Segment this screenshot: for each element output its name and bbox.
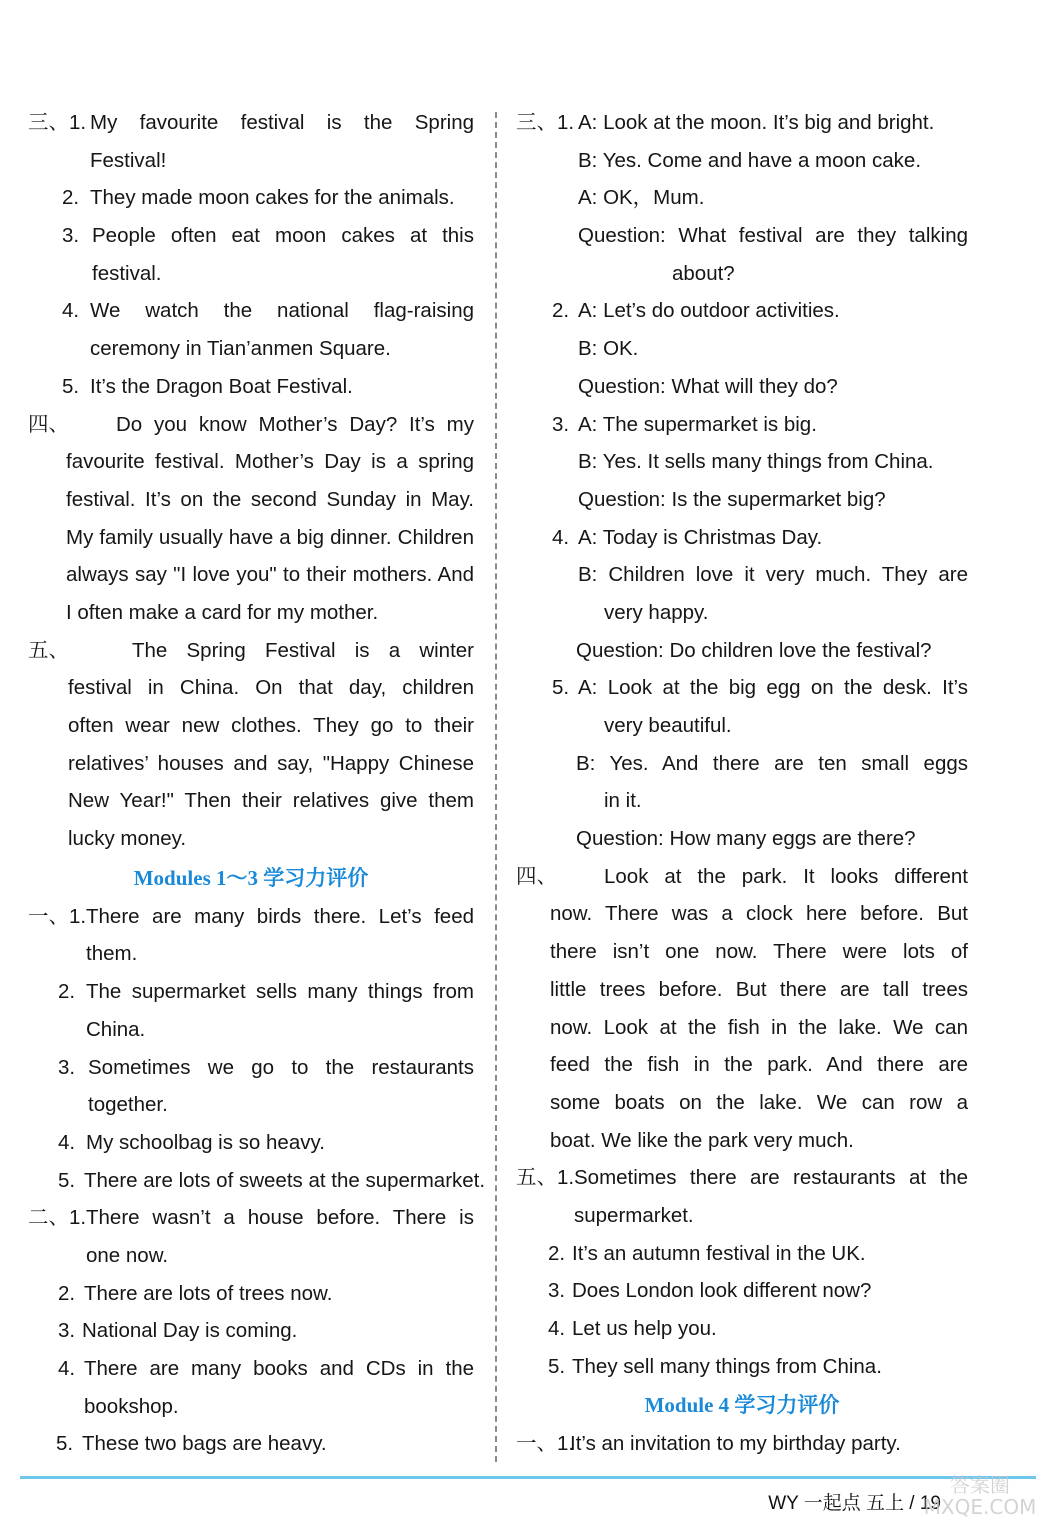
answer-line: them. <box>86 942 138 966</box>
answer-item <box>28 1124 474 1162</box>
answer-item <box>28 1199 474 1274</box>
answer-item <box>28 632 474 858</box>
answer-line: Question: Is the supermarket big? <box>578 487 886 511</box>
answer-line: These two bags are heavy. <box>82 1432 327 1456</box>
answer-line: festival in China. On that day, children <box>68 676 474 700</box>
answer-line: favourite festival. Mother’s Day is a spring <box>66 450 474 474</box>
section-heading: Module 4 学习力评价 <box>644 1393 840 1418</box>
answer-line: National Day is coming. <box>82 1319 298 1343</box>
answer-item <box>28 1049 474 1124</box>
answer-line: Sometimes there are restaurants at the <box>574 1166 968 1190</box>
answer-line: The Spring Festival is a winter <box>132 638 474 662</box>
answer-item <box>516 1272 968 1310</box>
item-number: 一、1. <box>28 904 87 928</box>
item-number: 3. <box>552 412 570 436</box>
answer-line: People often eat moon cakes at this <box>92 224 474 248</box>
watermark-logo <box>920 1474 1040 1526</box>
answer-item <box>28 1312 474 1350</box>
answer-line: Festival! <box>90 148 167 172</box>
answer-line: My family usually have a big dinner. Children <box>66 525 474 549</box>
answer-line: B: Children love it very much. They are <box>578 563 968 587</box>
answer-line: It’s the Dragon Boat Festival. <box>90 374 353 398</box>
answer-line: festival. <box>92 261 162 285</box>
answer-line: festival. It’s on the second Sunday in May. <box>66 487 474 511</box>
item-number: 五、 <box>28 638 69 662</box>
answer-item <box>516 292 968 405</box>
item-number: 二、1. <box>28 1206 87 1230</box>
item-number: 5. <box>552 676 570 700</box>
item-number: 2. <box>62 186 80 210</box>
item-number: 3. <box>58 1319 76 1343</box>
answer-line: We watch the national flag-raising <box>90 299 474 323</box>
answer-item <box>516 858 968 1160</box>
answer-line: Question: Do children love the festival? <box>576 638 932 662</box>
answer-line: now. Look at the fish in the lake. We can <box>550 1015 968 1039</box>
item-number: 5. <box>62 374 80 398</box>
item-number: 四、 <box>28 412 69 436</box>
item-number: 3. <box>58 1055 76 1079</box>
answer-line: always say "I love you" to their mothers. And <box>66 563 474 587</box>
item-number: 三、1. <box>28 111 87 134</box>
item-number: 4. <box>548 1317 566 1340</box>
answer-line: bookshop. <box>84 1394 179 1418</box>
answer-line: The supermarket sells many things from <box>86 980 474 1004</box>
answer-item <box>28 406 474 632</box>
answer-line: about? <box>672 261 735 285</box>
answer-line: B: Yes. Come and have a moon cake. <box>578 148 922 172</box>
answer-item <box>28 1162 486 1200</box>
answer-item <box>516 1235 968 1273</box>
item-number: 4. <box>58 1357 76 1380</box>
watermark-text: 答案圈 <box>950 1473 1010 1497</box>
answer-line: It’s an autumn festival in the UK. <box>572 1241 866 1265</box>
answer-line: ceremony in Tian’anmen Square. <box>90 337 391 361</box>
answer-item <box>28 1350 474 1425</box>
answer-item <box>28 104 474 179</box>
item-number: 2. <box>58 1281 76 1305</box>
answer-item <box>516 406 968 519</box>
item-number: 五、1. <box>516 1166 575 1190</box>
answer-line: little trees before. But there are tall trees <box>550 977 968 1001</box>
item-number: 5. <box>58 1168 76 1192</box>
answer-item <box>28 1425 474 1463</box>
answer-line: very beautiful. <box>604 714 732 737</box>
answer-line: relatives’ houses and say, "Happy Chinese <box>68 751 474 775</box>
answer-item <box>28 973 474 1048</box>
answer-item <box>516 1310 968 1348</box>
answer-line: A: Let’s do outdoor activities. <box>578 299 840 323</box>
answer-item <box>516 1159 968 1234</box>
answer-line: Question: What festival are they talking <box>578 224 968 248</box>
answer-line: A: The supermarket is big. <box>578 412 817 436</box>
item-number: 三、1. <box>516 111 575 134</box>
right-column <box>516 104 968 1463</box>
column-divider <box>495 112 497 1462</box>
answer-line: There are many birds there. Let’s feed <box>86 904 474 928</box>
answer-line: A: Today is Christmas Day. <box>578 525 823 549</box>
answer-item <box>28 179 474 217</box>
item-number: 3. <box>62 224 80 248</box>
answer-line: There are lots of sweets at the supermarket. <box>84 1168 486 1192</box>
answer-line: Question: What will they do? <box>578 374 838 398</box>
answer-line: together. <box>88 1093 168 1117</box>
answer-item <box>516 519 968 670</box>
item-number: 2. <box>58 980 76 1004</box>
watermark-url: MXQE.COM <box>923 1495 1037 1519</box>
answer-item <box>516 1425 968 1463</box>
answer-line: Do you know Mother’s Day? It’s my <box>116 412 474 436</box>
answer-line: very happy. <box>604 600 709 624</box>
answer-line: supermarket. <box>574 1203 694 1227</box>
answer-line: My schoolbag is so heavy. <box>86 1130 325 1154</box>
answer-line: often wear new clothes. They go to their <box>68 714 474 737</box>
item-number: 5. <box>56 1432 74 1456</box>
answer-line: lucky money. <box>68 827 187 851</box>
answer-line: there isn’t one now. There were lots of <box>550 940 968 964</box>
answer-line: It’s an invitation to my birthday party. <box>570 1432 901 1456</box>
answer-line: My favourite festival is the Spring <box>90 111 474 134</box>
item-number: 四、 <box>516 864 557 888</box>
footer-page-label: WY 一起点 五上 / 19 <box>768 1493 941 1514</box>
answer-item <box>28 1275 474 1313</box>
answer-item <box>516 669 968 857</box>
answer-item <box>28 217 474 292</box>
answer-line: B: Yes. It sells many things from China. <box>578 450 934 474</box>
answer-line: B: Yes. And there are ten small eggs <box>576 751 968 775</box>
answer-line: They made moon cakes for the animals. <box>90 186 455 210</box>
answer-line: Sometimes we go to the restaurants <box>88 1055 474 1079</box>
answer-line: Let us help you. <box>572 1317 717 1340</box>
answer-item <box>28 292 474 367</box>
answer-item <box>516 1348 968 1386</box>
answer-line: some boats on the lake. We can row a <box>550 1090 968 1114</box>
answer-item <box>28 898 474 973</box>
answer-line: There are lots of trees now. <box>84 1281 333 1305</box>
item-number: 2. <box>548 1241 566 1265</box>
item-number: 3. <box>548 1279 566 1303</box>
answer-line: There are many books and CDs in the <box>84 1357 474 1380</box>
answer-item <box>516 104 968 292</box>
section-heading: Modules 1～3 学习力评价 <box>133 865 369 890</box>
item-number: 4. <box>62 299 80 323</box>
answer-line: Does London look different now? <box>572 1279 872 1303</box>
answer-item <box>28 368 474 406</box>
answer-line: Question: How many eggs are there? <box>576 827 916 851</box>
answer-line: now. There was a clock here before. But <box>550 902 968 926</box>
answer-line: There wasn’t a house before. There is <box>86 1206 474 1230</box>
answer-line: I often make a card for my mother. <box>66 600 379 624</box>
answer-line: A: Look at the big egg on the desk. It’s <box>578 676 968 700</box>
item-number: 一、1. <box>516 1432 575 1456</box>
answer-line: New Year!" Then their relatives give them <box>68 789 474 813</box>
answer-line: feed the fish in the park. And there are <box>550 1053 968 1077</box>
item-number: 5. <box>548 1354 566 1378</box>
answer-line: They sell many things from China. <box>572 1354 882 1378</box>
footer-rule <box>20 1476 1036 1479</box>
answer-line: in it. <box>604 789 642 813</box>
answer-line: B: OK. <box>578 337 639 361</box>
answer-line: A: OK，Mum. <box>578 186 705 210</box>
answer-line: one now. <box>86 1243 169 1267</box>
item-number: 4. <box>552 525 570 549</box>
answer-line: China. <box>86 1017 146 1041</box>
item-number: 2. <box>552 299 570 323</box>
answer-line: Look at the park. It looks different <box>604 864 968 888</box>
left-column <box>28 104 486 1463</box>
answer-line: A: Look at the moon. It’s big and bright. <box>578 111 935 134</box>
item-number: 4. <box>58 1130 76 1154</box>
answer-line: boat. We like the park very much. <box>550 1128 854 1152</box>
